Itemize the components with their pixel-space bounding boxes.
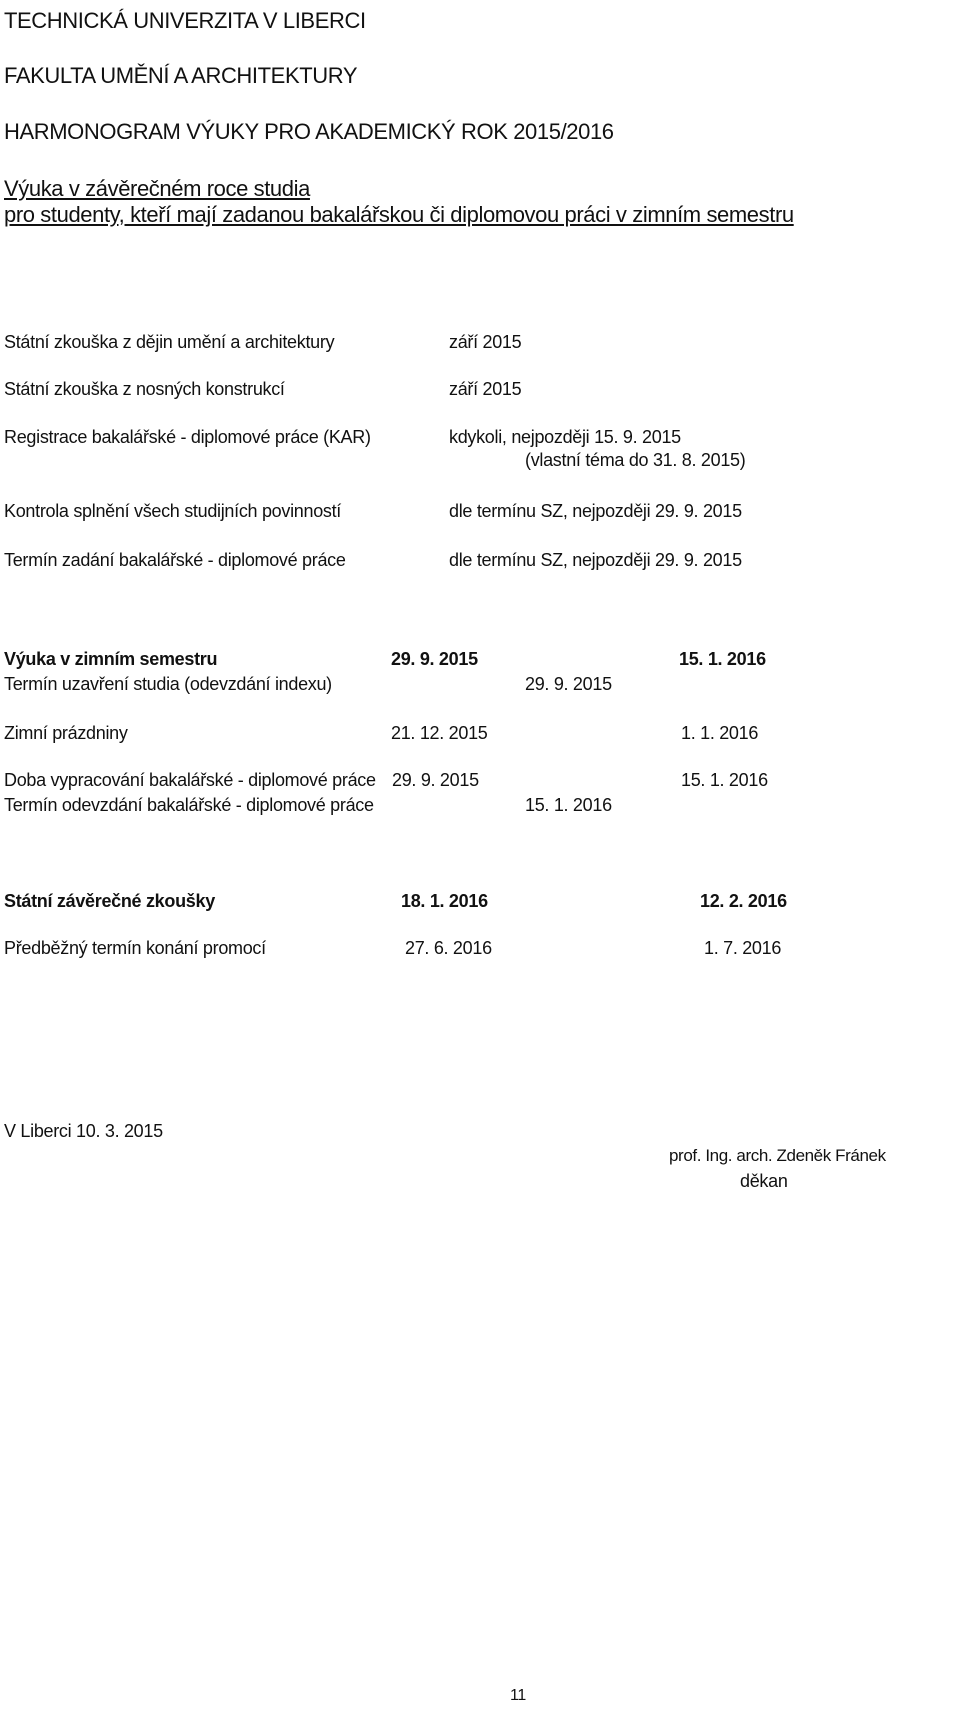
winter-teaching-to: 15. 1. 2016: [679, 649, 766, 669]
winter-holidays-from: 21. 12. 2015: [391, 723, 488, 743]
studies-check-label: Kontrola splnění všech studijních povinností: [4, 501, 342, 521]
signatory-name: prof. Ing. arch. Zdeněk Fránek: [669, 1146, 886, 1165]
university-name: TECHNICKÁ UNIVERZITA V LIBERCI: [4, 8, 366, 33]
thesis-assignment-label: Termín zadání bakalářské - diplomové práce: [4, 550, 346, 570]
graduation-from: 27. 6. 2016: [405, 938, 492, 958]
winter-holidays-to: 1. 1. 2016: [681, 723, 759, 743]
thesis-submission-date: 15. 1. 2016: [525, 795, 612, 815]
winter-teaching-from: 29. 9. 2015: [391, 649, 478, 669]
place-and-date: V Liberci 10. 3. 2015: [4, 1121, 163, 1141]
subtitle-line-1: Výuka v závěrečném roce studia: [4, 176, 310, 201]
registration-label: Registrace bakalářské - diplomové práce (KAR): [4, 427, 371, 447]
graduation-to: 1. 7. 2016: [704, 938, 782, 958]
thesis-work-period-from: 29. 9. 2015: [392, 770, 479, 790]
graduation-label: Předběžný termín konání promocí: [4, 938, 266, 958]
registration-note: (vlastní téma do 31. 8. 2015): [525, 450, 746, 470]
subtitle-line-2: pro studenty, kteří mají zadanou bakalářskou či diplomovou práci v zimním semestru: [4, 202, 794, 227]
thesis-submission-label: Termín odevzdání bakalářské - diplomové práce: [4, 795, 374, 815]
schedule-title: HARMONOGRAM VÝUKY PRO AKADEMICKÝ ROK 2015/2016: [4, 119, 614, 144]
history-exam-label: Státní zkouška z dějin umění a architektury: [4, 332, 335, 352]
history-exam-date: září 2015: [449, 332, 522, 352]
state-exams-label: Státní závěrečné zkoušky: [4, 891, 215, 911]
thesis-work-period-to: 15. 1. 2016: [681, 770, 768, 790]
winter-teaching-label: Výuka v zimním semestru: [4, 649, 218, 669]
winter-holidays-label: Zimní prázdniny: [4, 723, 128, 743]
page-number: 11: [510, 1687, 527, 1704]
thesis-work-period-label: Doba vypracování bakalářské - diplomové práce: [4, 770, 376, 790]
studies-check-date: dle termínu SZ, nejpozději 29. 9. 2015: [449, 501, 742, 521]
state-exams-from: 18. 1. 2016: [401, 891, 488, 911]
thesis-assignment-date: dle termínu SZ, nejpozději 29. 9. 2015: [449, 550, 742, 570]
study-closure-label: Termín uzavření studia (odevzdání indexu): [4, 674, 332, 694]
faculty-name: FAKULTA UMĚNÍ A ARCHITEKTURY: [4, 63, 358, 88]
state-exams-to: 12. 2. 2016: [700, 891, 787, 911]
structures-exam-date: září 2015: [449, 379, 522, 399]
signatory-role: děkan: [740, 1171, 788, 1191]
study-closure-date: 29. 9. 2015: [525, 674, 612, 694]
structures-exam-label: Státní zkouška z nosných konstrukcí: [4, 379, 285, 399]
registration-date: kdykoli, nejpozději 15. 9. 2015: [449, 427, 681, 447]
